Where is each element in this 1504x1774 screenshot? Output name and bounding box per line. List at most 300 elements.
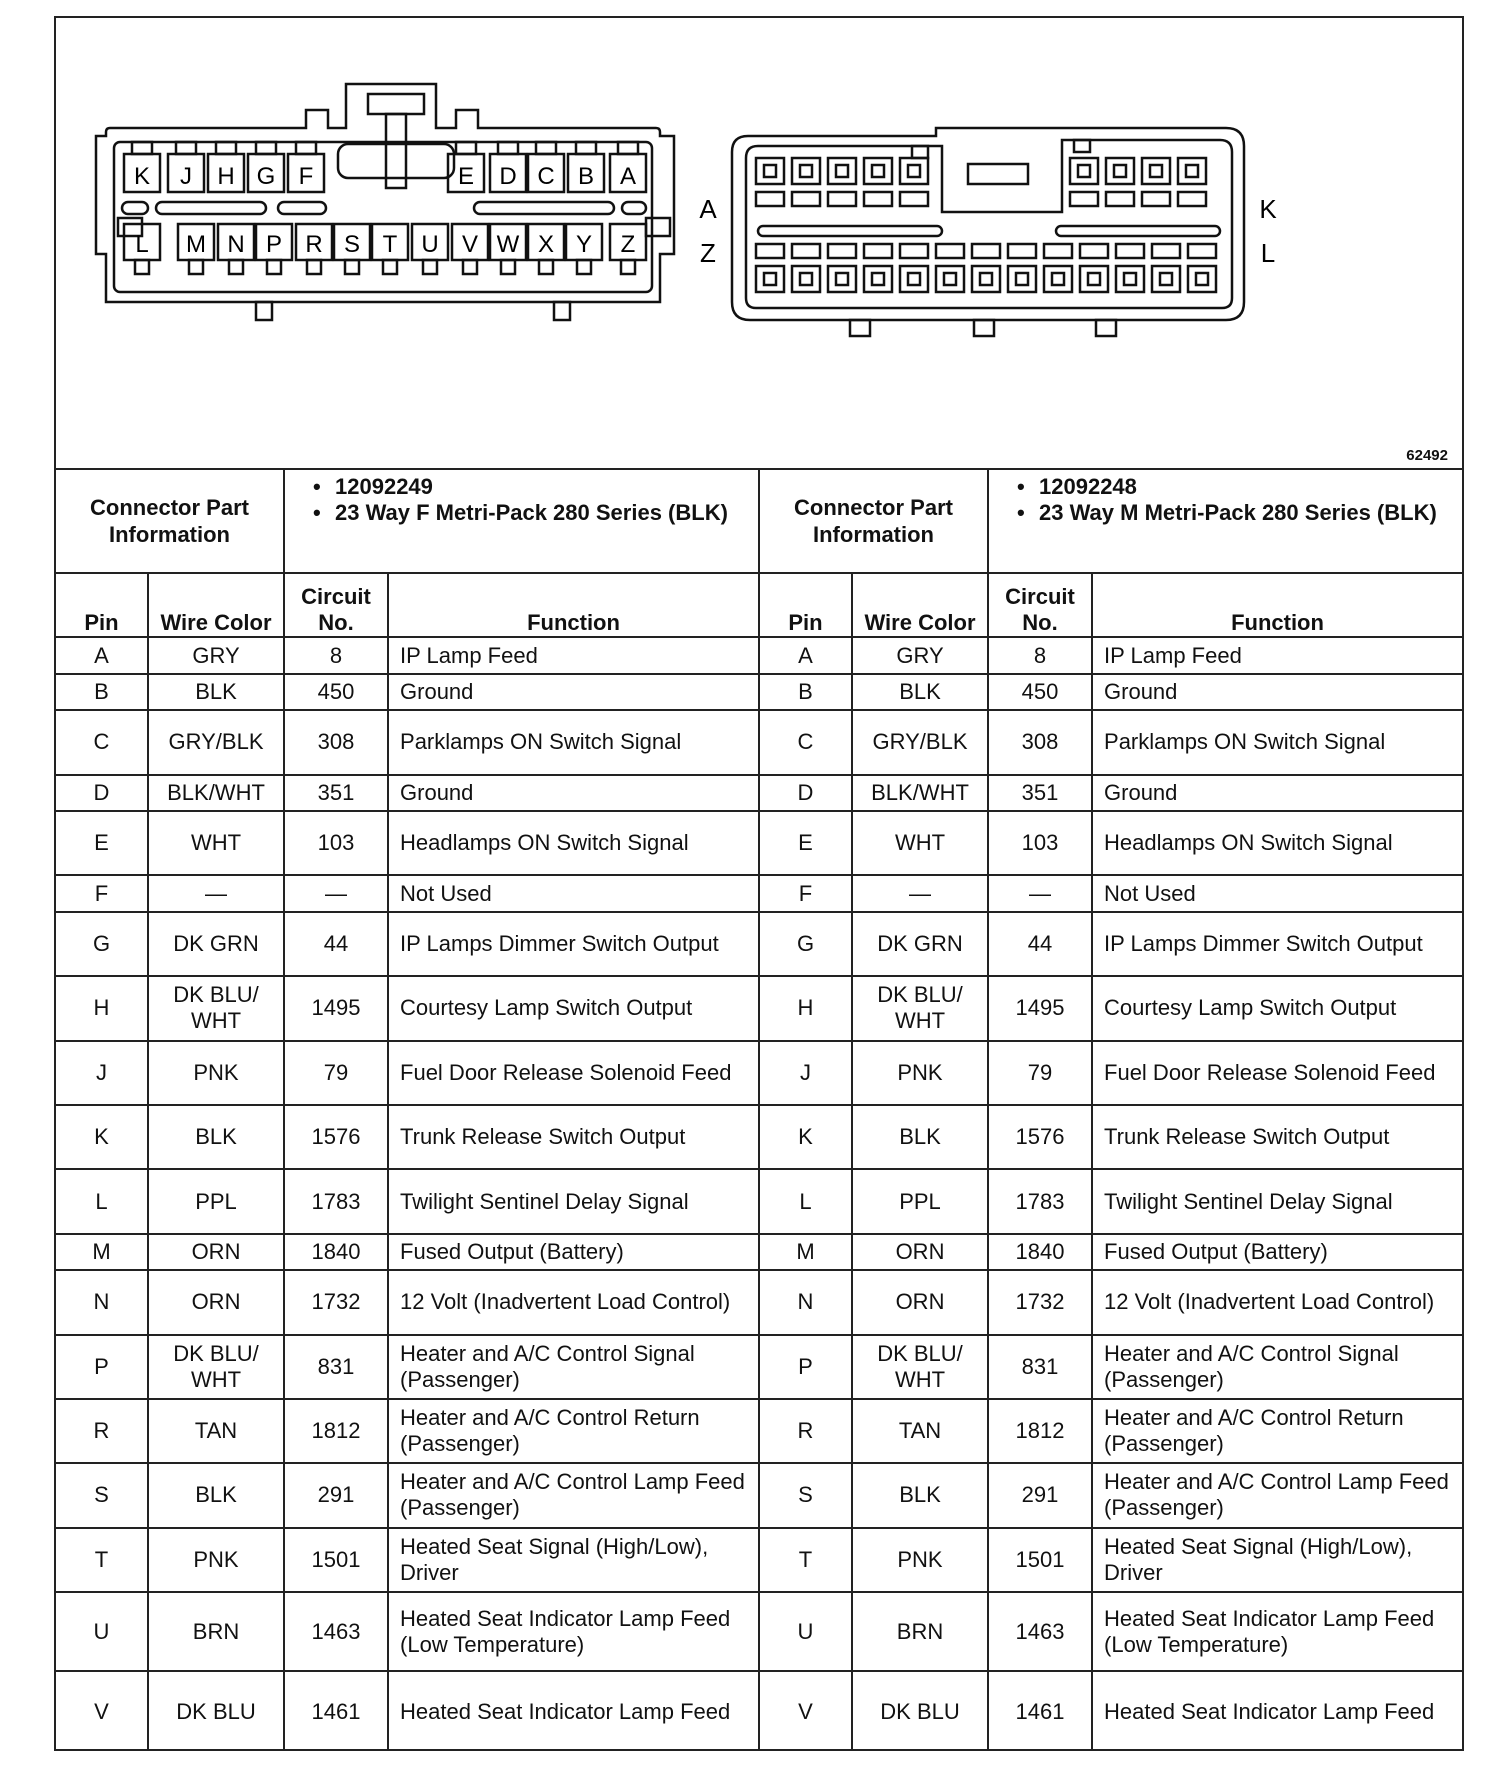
connector-description: • 23 Way F Metri-Pack 280 Series (BLK) <box>313 500 748 526</box>
table-row <box>760 1169 1462 1233</box>
male-top-cavity <box>756 158 784 184</box>
wire-color-cell: DK BLU/ WHT <box>148 976 284 1040</box>
male-bottom-latch <box>1152 244 1180 258</box>
female-bottom-pin-letter: R <box>305 231 323 258</box>
male-top-latch <box>900 192 928 206</box>
female-bottom-pin-letter: L <box>135 231 149 258</box>
male-bottom-terminal <box>764 273 776 285</box>
female-bottom-terminal <box>539 260 553 274</box>
female-bottom-pin-letter: T <box>382 231 398 258</box>
part-number: • 12092249 <box>313 474 748 500</box>
circuit-cell: 291 <box>284 1463 388 1527</box>
male-bottom-terminal <box>908 273 920 285</box>
female-bottom-pin-letter: V <box>461 231 479 258</box>
male-bottom-terminal <box>800 273 812 285</box>
female-top-pin-letter: B <box>577 163 595 190</box>
wire-color-cell: GRY <box>148 637 284 673</box>
male-bottom-latch <box>1116 244 1144 258</box>
pin-cell: T <box>56 1528 148 1592</box>
pin-cell: U <box>760 1592 852 1671</box>
male-bottom-terminal <box>836 273 848 285</box>
male-top-cavity <box>1142 158 1170 184</box>
circuit-cell: 1732 <box>988 1270 1092 1334</box>
wire-color-cell: PNK <box>148 1528 284 1592</box>
male-bottom-latch <box>1008 244 1036 258</box>
circuit-cell: 1576 <box>284 1105 388 1169</box>
female-top-pin-letter: C <box>537 163 555 190</box>
female-bottom-pin-letter: S <box>343 231 361 258</box>
wire-color-cell: DK BLU <box>852 1671 988 1751</box>
male-label-right-top: K <box>1259 194 1277 224</box>
wire-color-cell: ORN <box>148 1270 284 1334</box>
male-top-terminal <box>1186 165 1198 177</box>
function-cell: 12 Volt (Inadvertent Load Control) <box>1092 1270 1462 1334</box>
pin-cell: T <box>760 1528 852 1592</box>
wire-color-cell: BLK <box>852 1105 988 1169</box>
connector-info-values <box>988 470 1462 573</box>
table-row <box>760 1105 1462 1169</box>
male-bottom-latch <box>864 244 892 258</box>
table-row <box>760 912 1462 976</box>
table-row <box>760 1528 1462 1592</box>
pin-cell: U <box>56 1592 148 1671</box>
wire-color-cell: PNK <box>852 1041 988 1105</box>
female-bottom-terminal <box>463 260 477 274</box>
male-top-terminal <box>908 165 920 177</box>
header-circuit-no: Circuit No. <box>988 573 1092 637</box>
female-top-terminal <box>176 142 196 154</box>
wire-color-cell: DK BLU/ WHT <box>148 1335 284 1399</box>
table-row <box>56 710 758 774</box>
table-row <box>760 1234 1462 1270</box>
female-bottom-terminal <box>267 260 281 274</box>
wire-color-cell: — <box>148 875 284 911</box>
male-top-terminal <box>1114 165 1126 177</box>
function-cell: Fuel Door Release Solenoid Feed <box>1092 1041 1462 1105</box>
circuit-cell: 1840 <box>284 1234 388 1270</box>
function-cell: Ground <box>388 775 758 811</box>
function-cell: Ground <box>1092 775 1462 811</box>
wire-color-cell: GRY/BLK <box>148 710 284 774</box>
table-row <box>56 1463 758 1527</box>
male-bottom-terminal <box>1088 273 1100 285</box>
table-row <box>56 1399 758 1463</box>
wire-color-cell: BLK/WHT <box>148 775 284 811</box>
pin-cell: J <box>56 1041 148 1105</box>
circuit-cell: 103 <box>988 811 1092 875</box>
pin-cell: N <box>760 1270 852 1334</box>
circuit-cell: 1461 <box>988 1671 1092 1751</box>
function-cell: Heated Seat Indicator Lamp Feed (Low Temperature) <box>1092 1592 1462 1671</box>
function-cell: IP Lamp Feed <box>1092 637 1462 673</box>
female-top-terminal <box>216 142 236 154</box>
male-bottom-terminal <box>1016 273 1028 285</box>
function-cell: Not Used <box>1092 875 1462 911</box>
function-cell: Courtesy Lamp Switch Output <box>388 976 758 1040</box>
wire-color-cell: TAN <box>148 1399 284 1463</box>
function-cell: Twilight Sentinel Delay Signal <box>388 1169 758 1233</box>
function-cell: IP Lamps Dimmer Switch Output <box>388 912 758 976</box>
pin-cell: F <box>56 875 148 911</box>
female-top-pin-letter: J <box>180 163 192 190</box>
function-cell: Heated Seat Signal (High/Low), Driver <box>1092 1528 1462 1592</box>
circuit-cell: 1840 <box>988 1234 1092 1270</box>
table-row <box>56 1041 758 1105</box>
pin-cell: G <box>760 912 852 976</box>
female-bottom-terminal <box>501 260 515 274</box>
male-bottom-latch <box>936 244 964 258</box>
function-cell: Heated Seat Signal (High/Low), Driver <box>388 1528 758 1592</box>
male-bottom-cavity <box>756 266 784 292</box>
male-bottom-latch <box>1044 244 1072 258</box>
male-bottom-terminal <box>1196 273 1208 285</box>
female-top-pin-letter: G <box>256 163 276 190</box>
function-cell: Heater and A/C Control Lamp Feed (Passenger) <box>1092 1463 1462 1527</box>
pin-cell: M <box>760 1234 852 1270</box>
circuit-cell: 44 <box>988 912 1092 976</box>
circuit-cell: 308 <box>988 710 1092 774</box>
connector-info-label: Connector Part Information <box>56 470 284 573</box>
table-row <box>760 1592 1462 1671</box>
male-bottom-cavity <box>936 266 964 292</box>
wire-color-cell: DK GRN <box>852 912 988 976</box>
pin-cell: E <box>56 811 148 875</box>
wire-color-cell: WHT <box>148 811 284 875</box>
female-bottom-terminal <box>621 260 635 274</box>
male-top-terminal <box>764 165 776 177</box>
circuit-cell: 291 <box>988 1463 1092 1527</box>
wire-color-cell: DK BLU/ WHT <box>852 976 988 1040</box>
pinout-table-male <box>758 470 1462 1751</box>
pin-cell: P <box>56 1335 148 1399</box>
circuit-cell: 79 <box>284 1041 388 1105</box>
wire-color-cell: BLK <box>852 674 988 710</box>
function-cell: Trunk Release Switch Output <box>388 1105 758 1169</box>
wire-color-cell: TAN <box>852 1399 988 1463</box>
table-row <box>760 1270 1462 1334</box>
pin-cell: N <box>56 1270 148 1334</box>
table-row <box>56 1592 758 1671</box>
table-row <box>760 811 1462 875</box>
function-cell: Heated Seat Indicator Lamp Feed (Low Temperature) <box>388 1592 758 1671</box>
wire-color-cell: — <box>852 875 988 911</box>
function-cell: Ground <box>388 674 758 710</box>
male-bottom-latch <box>828 244 856 258</box>
pin-cell: L <box>56 1169 148 1233</box>
part-number: • 12092248 <box>1017 474 1452 500</box>
figure-id: 62492 <box>1406 447 1448 464</box>
circuit-cell: 1495 <box>988 976 1092 1040</box>
table-row <box>760 875 1462 911</box>
pin-cell: V <box>56 1671 148 1751</box>
pin-cell: C <box>760 710 852 774</box>
connector-figure <box>56 18 1462 470</box>
table-row <box>760 1671 1462 1751</box>
pin-cell: D <box>760 775 852 811</box>
female-bottom-pin-letter: M <box>186 231 206 258</box>
function-cell: Heater and A/C Control Return (Passenger) <box>388 1399 758 1463</box>
female-top-pin-letter: E <box>457 163 475 190</box>
female-bottom-pin-letter: P <box>265 231 283 258</box>
circuit-cell: 1576 <box>988 1105 1092 1169</box>
male-bottom-cavity <box>972 266 1000 292</box>
pin-cell: R <box>56 1399 148 1463</box>
male-top-cavity <box>1106 158 1134 184</box>
female-bottom-terminal <box>189 260 203 274</box>
male-bottom-cavity <box>1008 266 1036 292</box>
male-top-latch <box>864 192 892 206</box>
female-top-pin-letter: D <box>499 163 517 190</box>
connector-description: • 23 Way M Metri-Pack 280 Series (BLK) <box>1017 500 1452 526</box>
wire-color-cell: GRY <box>852 637 988 673</box>
pin-cell: B <box>56 674 148 710</box>
male-label-left-bottom: Z <box>700 238 716 268</box>
wire-color-cell: BRN <box>148 1592 284 1671</box>
female-bottom-terminal <box>423 260 437 274</box>
circuit-cell: 831 <box>284 1335 388 1399</box>
pin-cell: E <box>760 811 852 875</box>
function-cell: Heater and A/C Control Signal (Passenger) <box>388 1335 758 1399</box>
wire-color-cell: BLK <box>148 1463 284 1527</box>
table-row <box>760 710 1462 774</box>
circuit-cell: 103 <box>284 811 388 875</box>
pin-cell: V <box>760 1671 852 1751</box>
wire-color-cell: WHT <box>852 811 988 875</box>
connector-info-values <box>284 470 758 573</box>
female-top-terminal <box>256 142 276 154</box>
function-cell: 12 Volt (Inadvertent Load Control) <box>388 1270 758 1334</box>
male-label-right-bottom: L <box>1260 238 1276 268</box>
function-cell: Heated Seat Indicator Lamp Feed <box>388 1671 758 1751</box>
female-bottom-pin-letter: N <box>227 231 245 258</box>
female-bottom-pin-letter: Z <box>620 231 636 258</box>
female-bottom-pin-letter: W <box>496 231 520 258</box>
function-cell: Heater and A/C Control Lamp Feed (Passenger) <box>388 1463 758 1527</box>
male-bottom-cavity <box>1116 266 1144 292</box>
circuit-cell: 1463 <box>988 1592 1092 1671</box>
male-top-terminal <box>800 165 812 177</box>
male-top-cavity <box>1070 158 1098 184</box>
pin-cell: S <box>56 1463 148 1527</box>
connector-sheet <box>54 16 1464 1751</box>
pin-cell: P <box>760 1335 852 1399</box>
function-cell: Fused Output (Battery) <box>1092 1234 1462 1270</box>
female-top-pin-letter: K <box>133 163 151 190</box>
circuit-cell: 351 <box>988 775 1092 811</box>
pin-cell: A <box>56 637 148 673</box>
male-top-terminal <box>872 165 884 177</box>
male-bottom-terminal <box>1052 273 1064 285</box>
function-cell: Trunk Release Switch Output <box>1092 1105 1462 1169</box>
wire-color-cell: DK BLU/ WHT <box>852 1335 988 1399</box>
function-cell: Fused Output (Battery) <box>388 1234 758 1270</box>
male-top-latch <box>828 192 856 206</box>
female-bottom-pin-letter: Y <box>575 231 593 258</box>
function-cell: Ground <box>1092 674 1462 710</box>
pin-cell: F <box>760 875 852 911</box>
female-top-pin-letter: F <box>298 163 314 190</box>
female-bottom-terminal <box>135 260 149 274</box>
function-cell: Heated Seat Indicator Lamp Feed <box>1092 1671 1462 1751</box>
connector-info-label: Connector Part Information <box>760 470 988 573</box>
circuit-cell: — <box>284 875 388 911</box>
function-cell: Headlamps ON Switch Signal <box>1092 811 1462 875</box>
wire-color-cell: ORN <box>852 1234 988 1270</box>
female-bottom-terminal <box>383 260 397 274</box>
female-bottom-terminal <box>577 260 591 274</box>
pin-cell: D <box>56 775 148 811</box>
table-row <box>56 674 758 710</box>
wire-color-cell: GRY/BLK <box>852 710 988 774</box>
header-pin: Pin <box>56 573 148 637</box>
female-top-terminal <box>296 142 316 154</box>
circuit-cell: 1501 <box>284 1528 388 1592</box>
male-bottom-latch <box>1080 244 1108 258</box>
circuit-cell: 1783 <box>284 1169 388 1233</box>
table-row <box>56 1234 758 1270</box>
pin-cell: C <box>56 710 148 774</box>
wire-color-cell: DK BLU <box>148 1671 284 1751</box>
female-bottom-terminal <box>307 260 321 274</box>
table-row <box>56 775 758 811</box>
male-top-terminal <box>1078 165 1090 177</box>
table-row <box>56 1105 758 1169</box>
male-top-cavity <box>828 158 856 184</box>
female-bottom-terminal <box>229 260 243 274</box>
male-bottom-cavity <box>792 266 820 292</box>
pinout-table-female <box>56 470 758 1751</box>
header-function: Function <box>1092 573 1462 637</box>
female-top-pin-letter: H <box>217 163 235 190</box>
female-bottom-pin-letter: U <box>421 231 439 258</box>
circuit-cell: 8 <box>988 637 1092 673</box>
male-bottom-terminal <box>1124 273 1136 285</box>
male-top-latch <box>792 192 820 206</box>
table-row <box>56 976 758 1040</box>
wire-color-cell: PPL <box>852 1169 988 1233</box>
male-bottom-cavity <box>828 266 856 292</box>
pin-cell: L <box>760 1169 852 1233</box>
male-bottom-cavity <box>1044 266 1072 292</box>
wire-color-cell: BRN <box>852 1592 988 1671</box>
male-top-latch <box>1178 192 1206 206</box>
male-top-terminal <box>836 165 848 177</box>
male-bottom-terminal <box>980 273 992 285</box>
table-row <box>760 775 1462 811</box>
male-bottom-terminal <box>944 273 956 285</box>
female-connector-drawing <box>96 84 674 320</box>
table-row <box>56 1528 758 1592</box>
male-bottom-terminal <box>1160 273 1172 285</box>
pin-cell: H <box>56 976 148 1040</box>
circuit-cell: 8 <box>284 637 388 673</box>
pin-cell: G <box>56 912 148 976</box>
function-cell: Twilight Sentinel Delay Signal <box>1092 1169 1462 1233</box>
wire-color-cell: ORN <box>148 1234 284 1270</box>
table-row <box>56 875 758 911</box>
table-row <box>760 1399 1462 1463</box>
function-cell: IP Lamps Dimmer Switch Output <box>1092 912 1462 976</box>
male-top-cavity <box>792 158 820 184</box>
pin-cell: H <box>760 976 852 1040</box>
male-bottom-latch <box>756 244 784 258</box>
header-wire-color: Wire Color <box>148 573 284 637</box>
female-top-terminal <box>498 142 518 154</box>
circuit-cell: — <box>988 875 1092 911</box>
female-bottom-terminal <box>345 260 359 274</box>
circuit-cell: 44 <box>284 912 388 976</box>
circuit-cell: 1501 <box>988 1528 1092 1592</box>
function-cell: Parklamps ON Switch Signal <box>1092 710 1462 774</box>
female-bottom-pin-letter: X <box>537 231 555 258</box>
circuit-cell: 831 <box>988 1335 1092 1399</box>
table-row <box>56 1335 758 1399</box>
circuit-cell: 1461 <box>284 1671 388 1751</box>
wire-color-cell: BLK/WHT <box>852 775 988 811</box>
circuit-cell: 1732 <box>284 1270 388 1334</box>
wire-color-cell: ORN <box>852 1270 988 1334</box>
circuit-cell: 308 <box>284 710 388 774</box>
male-bottom-latch <box>1188 244 1216 258</box>
male-bottom-latch <box>972 244 1000 258</box>
function-cell: Courtesy Lamp Switch Output <box>1092 976 1462 1040</box>
table-row <box>56 1169 758 1233</box>
female-top-terminal <box>132 142 152 154</box>
wire-color-cell: DK GRN <box>148 912 284 976</box>
wire-color-cell: PNK <box>148 1041 284 1105</box>
pin-cell: K <box>760 1105 852 1169</box>
circuit-cell: 1495 <box>284 976 388 1040</box>
header-wire-color: Wire Color <box>852 573 988 637</box>
male-top-latch <box>1070 192 1098 206</box>
table-row <box>760 674 1462 710</box>
female-top-terminal <box>618 142 638 154</box>
male-top-latch <box>756 192 784 206</box>
male-connector-drawing <box>732 128 1244 336</box>
wire-color-cell: PNK <box>852 1528 988 1592</box>
circuit-cell: 1812 <box>988 1399 1092 1463</box>
function-cell: Fuel Door Release Solenoid Feed <box>388 1041 758 1105</box>
circuit-cell: 1783 <box>988 1169 1092 1233</box>
circuit-cell: 79 <box>988 1041 1092 1105</box>
female-top-terminal <box>576 142 596 154</box>
circuit-cell: 1463 <box>284 1592 388 1671</box>
male-bottom-cavity <box>900 266 928 292</box>
circuit-cell: 450 <box>988 674 1092 710</box>
wire-color-cell: PPL <box>148 1169 284 1233</box>
table-row <box>760 637 1462 673</box>
function-cell: Headlamps ON Switch Signal <box>388 811 758 875</box>
circuit-cell: 351 <box>284 775 388 811</box>
wire-color-cell: BLK <box>148 1105 284 1169</box>
pin-cell: K <box>56 1105 148 1169</box>
function-cell: Not Used <box>388 875 758 911</box>
table-row <box>56 811 758 875</box>
circuit-cell: 450 <box>284 674 388 710</box>
table-row <box>56 637 758 673</box>
function-cell: IP Lamp Feed <box>388 637 758 673</box>
circuit-cell: 1812 <box>284 1399 388 1463</box>
male-top-latch <box>1106 192 1134 206</box>
male-bottom-latch <box>792 244 820 258</box>
male-bottom-cavity <box>1152 266 1180 292</box>
table-row <box>56 1671 758 1751</box>
female-top-terminal <box>456 142 476 154</box>
table-row <box>760 1335 1462 1399</box>
male-bottom-cavity <box>1080 266 1108 292</box>
male-top-cavity <box>864 158 892 184</box>
pinout-tables <box>56 470 1462 1751</box>
